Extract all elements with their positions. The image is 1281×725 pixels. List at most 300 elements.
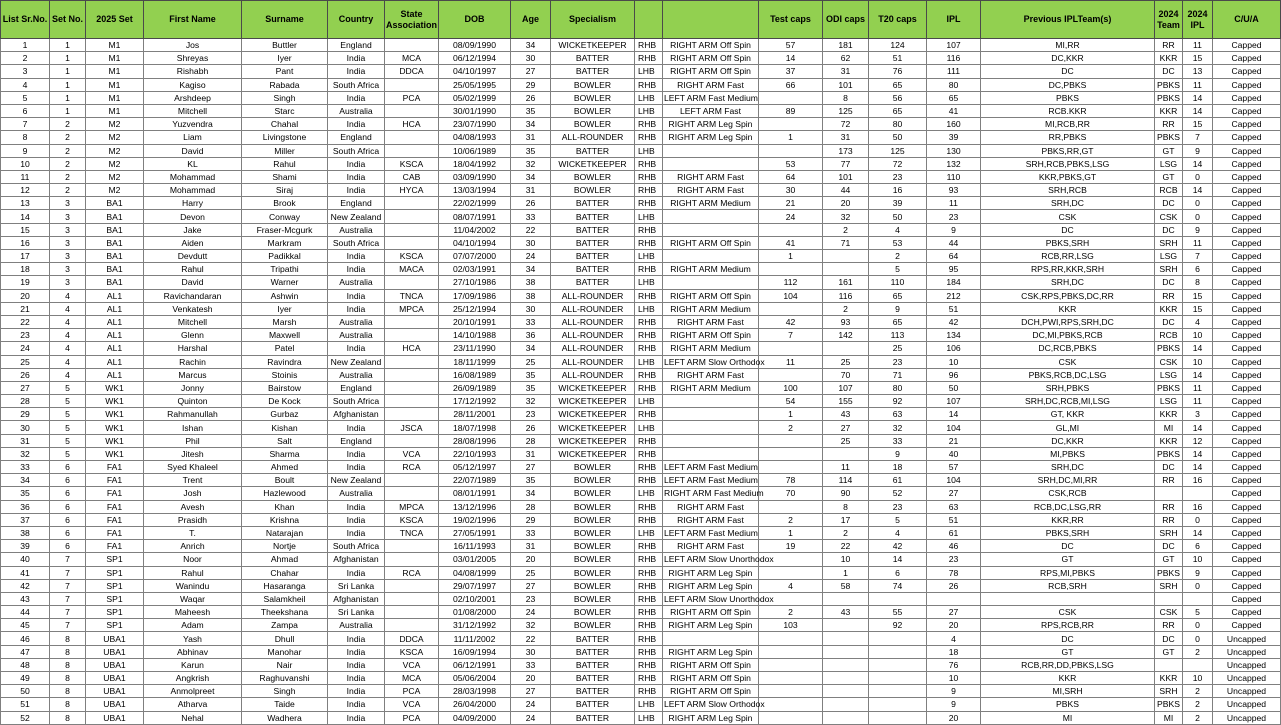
cell-surname[interactable]: Manohar — [242, 645, 328, 658]
cell-ipl-2024[interactable]: 2 — [1183, 645, 1213, 658]
cell-set-2025[interactable]: AL1 — [86, 329, 144, 342]
cell-set-2025[interactable]: BA1 — [86, 276, 144, 289]
cell-state-association[interactable]: RCA — [385, 461, 439, 474]
cell-state-association[interactable] — [385, 592, 439, 605]
cell-country[interactable]: England — [328, 39, 385, 52]
cell-batting-hand[interactable]: RHB — [635, 619, 663, 632]
cell-team-2024[interactable]: GT — [1155, 645, 1183, 658]
cell-previous-ipl-teams[interactable]: GT — [981, 553, 1155, 566]
cell-country[interactable]: India — [328, 289, 385, 302]
cell-state-association[interactable] — [385, 78, 439, 91]
cell-t20-caps[interactable]: 92 — [869, 619, 927, 632]
cell-cua-status[interactable]: Capped — [1213, 553, 1281, 566]
cell-surname[interactable]: Miller — [242, 144, 328, 157]
cell-team-2024[interactable]: CSK — [1155, 210, 1183, 223]
cell-set-no[interactable]: 3 — [50, 197, 86, 210]
cell-age[interactable]: 25 — [511, 355, 551, 368]
cell-first-name[interactable]: Waqar — [144, 592, 242, 605]
cell-set-2025[interactable]: UBA1 — [86, 672, 144, 685]
cell-dob[interactable]: 18/04/1992 — [439, 157, 511, 170]
cell-country[interactable]: Afghanistan — [328, 592, 385, 605]
cell-state-association[interactable] — [385, 434, 439, 447]
column-header-team-2024[interactable]: 2024 Team — [1155, 1, 1183, 39]
cell-previous-ipl-teams[interactable]: GT — [981, 645, 1155, 658]
cell-country[interactable]: India — [328, 513, 385, 526]
cell-sr-no[interactable]: 6 — [1, 104, 50, 117]
cell-ipl-2024[interactable]: 0 — [1183, 579, 1213, 592]
cell-ipl-2024[interactable]: 14 — [1183, 368, 1213, 381]
cell-state-association[interactable]: CAB — [385, 170, 439, 183]
cell-test-caps[interactable] — [759, 144, 823, 157]
cell-specialism[interactable]: WICKETKEEPER — [551, 434, 635, 447]
cell-t20-caps[interactable] — [869, 698, 927, 711]
cell-set-no[interactable]: 2 — [50, 157, 86, 170]
cell-bowling-style[interactable]: RIGHT ARM Leg Spin — [663, 619, 759, 632]
cell-state-association[interactable]: PCA — [385, 91, 439, 104]
cell-test-caps[interactable] — [759, 434, 823, 447]
cell-age[interactable]: 36 — [511, 329, 551, 342]
cell-batting-hand[interactable]: RHB — [635, 289, 663, 302]
cell-dob[interactable]: 04/10/1997 — [439, 65, 511, 78]
cell-test-caps[interactable] — [759, 302, 823, 315]
cell-dob[interactable]: 06/12/1991 — [439, 658, 511, 671]
cell-surname[interactable]: Rabada — [242, 78, 328, 91]
cell-set-2025[interactable]: SP1 — [86, 553, 144, 566]
cell-team-2024[interactable]: RR — [1155, 500, 1183, 513]
cell-odi-caps[interactable]: 44 — [823, 184, 869, 197]
cell-bowling-style[interactable]: RIGHT ARM Medium — [663, 302, 759, 315]
cell-odi-caps[interactable] — [823, 342, 869, 355]
cell-dob[interactable]: 06/12/1994 — [439, 52, 511, 65]
cell-bowling-style[interactable]: RIGHT ARM Fast — [663, 78, 759, 91]
cell-country[interactable]: India — [328, 421, 385, 434]
cell-t20-caps[interactable]: 55 — [869, 606, 927, 619]
cell-batting-hand[interactable]: RHB — [635, 329, 663, 342]
cell-set-no[interactable]: 8 — [50, 658, 86, 671]
cell-set-no[interactable]: 4 — [50, 289, 86, 302]
cell-first-name[interactable]: Jake — [144, 223, 242, 236]
cell-set-2025[interactable]: WK1 — [86, 381, 144, 394]
cell-cua-status[interactable]: Capped — [1213, 263, 1281, 276]
cell-bowling-style[interactable]: RIGHT ARM Off Spin — [663, 65, 759, 78]
cell-specialism[interactable]: ALL-ROUNDER — [551, 342, 635, 355]
cell-t20-caps[interactable] — [869, 711, 927, 724]
cell-state-association[interactable] — [385, 329, 439, 342]
cell-ipl-caps[interactable]: 95 — [927, 263, 981, 276]
cell-specialism[interactable]: BOWLER — [551, 513, 635, 526]
cell-dob[interactable]: 14/10/1988 — [439, 329, 511, 342]
cell-bowling-style[interactable]: LEFT ARM Fast Medium — [664, 462, 758, 473]
cell-surname[interactable]: Fraser-Mcgurk — [242, 223, 328, 236]
cell-state-association[interactable]: HCA — [385, 118, 439, 131]
cell-first-name[interactable]: Trent — [144, 474, 242, 487]
cell-first-name[interactable]: Wanindu — [144, 579, 242, 592]
cell-cua-status[interactable]: Capped — [1213, 355, 1281, 368]
cell-ipl-caps[interactable]: 65 — [927, 91, 981, 104]
cell-specialism[interactable]: BATTER — [551, 645, 635, 658]
cell-surname[interactable]: Gurbaz — [242, 408, 328, 421]
cell-previous-ipl-teams[interactable]: RCB,SRH — [981, 579, 1155, 592]
column-header-ipl-2024[interactable]: 2024 IPL — [1183, 1, 1213, 39]
cell-set-no[interactable]: 3 — [50, 236, 86, 249]
cell-country[interactable]: India — [328, 302, 385, 315]
cell-age[interactable]: 26 — [511, 197, 551, 210]
cell-country[interactable]: New Zealand — [328, 210, 385, 223]
cell-first-name[interactable]: Mitchell — [144, 315, 242, 328]
cell-state-association[interactable]: MPCA — [385, 302, 439, 315]
cell-test-caps[interactable] — [759, 698, 823, 711]
cell-batting-hand[interactable]: RHB — [635, 408, 663, 421]
cell-dob[interactable]: 11/04/2002 — [439, 223, 511, 236]
cell-previous-ipl-teams[interactable]: RCB.KKR — [981, 104, 1155, 117]
cell-surname[interactable]: Nair — [242, 658, 328, 671]
cell-test-caps[interactable]: 24 — [759, 210, 823, 223]
cell-previous-ipl-teams[interactable]: CSK — [981, 210, 1155, 223]
cell-ipl-caps[interactable]: 134 — [927, 329, 981, 342]
cell-sr-no[interactable]: 41 — [1, 566, 50, 579]
cell-bowling-style[interactable] — [663, 632, 759, 645]
cell-odi-caps[interactable]: 20 — [823, 197, 869, 210]
cell-surname[interactable]: Ashwin — [242, 289, 328, 302]
cell-t20-caps[interactable]: 76 — [869, 65, 927, 78]
cell-country[interactable]: England — [328, 381, 385, 394]
cell-dob[interactable]: 20/10/1991 — [439, 315, 511, 328]
cell-first-name[interactable]: Jonny — [144, 381, 242, 394]
cell-dob[interactable]: 19/02/1996 — [439, 513, 511, 526]
cell-previous-ipl-teams[interactable]: KKR,RR — [981, 513, 1155, 526]
cell-surname[interactable]: Siraj — [242, 184, 328, 197]
cell-country[interactable]: South Africa — [328, 78, 385, 91]
cell-test-caps[interactable] — [759, 223, 823, 236]
cell-batting-hand[interactable]: RHB — [635, 685, 663, 698]
cell-first-name[interactable]: Devon — [144, 210, 242, 223]
cell-odi-caps[interactable]: 32 — [823, 210, 869, 223]
cell-cua-status[interactable]: Capped — [1213, 250, 1281, 263]
cell-ipl-2024[interactable]: 0 — [1183, 632, 1213, 645]
cell-previous-ipl-teams[interactable]: CSK,RCB — [981, 487, 1155, 500]
cell-batting-hand[interactable]: RHB — [635, 447, 663, 460]
cell-specialism[interactable]: BOWLER — [551, 78, 635, 91]
cell-surname[interactable]: Pant — [242, 65, 328, 78]
cell-set-no[interactable]: 1 — [50, 78, 86, 91]
cell-dob[interactable]: 08/07/1991 — [439, 210, 511, 223]
cell-ipl-caps[interactable]: 9 — [927, 223, 981, 236]
cell-bowling-style[interactable]: RIGHT ARM Medium — [663, 342, 759, 355]
cell-batting-hand[interactable]: LHB — [635, 91, 663, 104]
cell-bowling-style[interactable] — [663, 157, 759, 170]
cell-surname[interactable]: Taide — [242, 698, 328, 711]
cell-age[interactable]: 34 — [511, 487, 551, 500]
cell-bowling-style[interactable]: LEFT ARM Slow Unorthodox — [664, 554, 774, 565]
cell-batting-hand[interactable]: RHB — [635, 672, 663, 685]
cell-ipl-caps[interactable]: 184 — [927, 276, 981, 289]
cell-country[interactable]: India — [328, 711, 385, 724]
cell-odi-caps[interactable] — [823, 263, 869, 276]
cell-specialism[interactable]: BATTER — [551, 210, 635, 223]
cell-odi-caps[interactable]: 8 — [823, 500, 869, 513]
cell-test-caps[interactable]: 41 — [759, 236, 823, 249]
cell-surname[interactable]: Singh — [242, 91, 328, 104]
cell-ipl-2024[interactable]: 15 — [1183, 52, 1213, 65]
cell-t20-caps[interactable]: 72 — [869, 157, 927, 170]
cell-bowling-style[interactable]: RIGHT ARM Leg Spin — [663, 711, 759, 724]
cell-t20-caps[interactable] — [869, 658, 927, 671]
cell-team-2024[interactable]: SRH — [1155, 579, 1183, 592]
cell-test-caps[interactable]: 2 — [759, 513, 823, 526]
cell-ipl-2024[interactable]: 8 — [1183, 276, 1213, 289]
cell-ipl-2024[interactable] — [1183, 592, 1213, 605]
cell-ipl-caps[interactable]: 9 — [927, 698, 981, 711]
cell-state-association[interactable]: JSCA — [385, 421, 439, 434]
cell-bowling-style[interactable] — [663, 408, 759, 421]
cell-age[interactable]: 33 — [511, 526, 551, 539]
cell-batting-hand[interactable]: RHB — [635, 131, 663, 144]
cell-dob[interactable]: 04/10/1994 — [439, 236, 511, 249]
cell-cua-status[interactable]: Capped — [1213, 526, 1281, 539]
cell-batting-hand[interactable]: RHB — [635, 434, 663, 447]
cell-dob[interactable]: 08/01/1991 — [439, 487, 511, 500]
cell-sr-no[interactable]: 34 — [1, 474, 50, 487]
cell-bowling-style[interactable]: RIGHT ARM Leg Spin — [663, 566, 759, 579]
cell-ipl-2024[interactable]: 0 — [1183, 513, 1213, 526]
cell-cua-status[interactable]: Capped — [1213, 144, 1281, 157]
cell-dob[interactable]: 28/03/1998 — [439, 685, 511, 698]
cell-dob[interactable]: 25/05/1995 — [439, 78, 511, 91]
cell-country[interactable]: South Africa — [328, 395, 385, 408]
cell-odi-caps[interactable]: 77 — [823, 157, 869, 170]
cell-previous-ipl-teams[interactable]: GT, KKR — [981, 408, 1155, 421]
cell-previous-ipl-teams[interactable]: DC — [981, 632, 1155, 645]
cell-age[interactable]: 35 — [511, 381, 551, 394]
cell-set-no[interactable]: 6 — [50, 487, 86, 500]
cell-dob[interactable]: 03/01/2005 — [439, 553, 511, 566]
cell-odi-caps[interactable]: 62 — [823, 52, 869, 65]
cell-set-no[interactable]: 8 — [50, 698, 86, 711]
cell-ipl-caps[interactable]: 110 — [927, 170, 981, 183]
cell-surname[interactable]: Tripathi — [242, 263, 328, 276]
cell-specialism[interactable]: BATTER — [551, 711, 635, 724]
cell-sr-no[interactable]: 39 — [1, 540, 50, 553]
cell-first-name[interactable]: Harry — [144, 197, 242, 210]
cell-ipl-2024[interactable]: 10 — [1183, 355, 1213, 368]
cell-country[interactable]: Australia — [328, 315, 385, 328]
cell-set-2025[interactable]: M2 — [86, 144, 144, 157]
cell-test-caps[interactable]: 57 — [759, 39, 823, 52]
cell-cua-status[interactable]: Capped — [1213, 210, 1281, 223]
cell-cua-status[interactable]: Capped — [1213, 289, 1281, 302]
cell-country[interactable]: India — [328, 461, 385, 474]
cell-state-association[interactable]: KSCA — [385, 250, 439, 263]
cell-t20-caps[interactable]: 9 — [869, 302, 927, 315]
cell-bowling-style[interactable]: RIGHT ARM Off Spin — [663, 685, 759, 698]
cell-set-2025[interactable]: M2 — [86, 118, 144, 131]
cell-cua-status[interactable]: Capped — [1213, 368, 1281, 381]
cell-set-no[interactable]: 7 — [50, 606, 86, 619]
cell-previous-ipl-teams[interactable]: DC,KKR — [981, 434, 1155, 447]
cell-odi-caps[interactable]: 22 — [823, 540, 869, 553]
cell-previous-ipl-teams[interactable]: SRH,PBKS — [981, 381, 1155, 394]
cell-surname[interactable]: Maxwell — [242, 329, 328, 342]
cell-team-2024[interactable]: GT — [1155, 553, 1183, 566]
cell-test-caps[interactable] — [759, 447, 823, 460]
cell-ipl-2024[interactable]: 10 — [1183, 553, 1213, 566]
cell-odi-caps[interactable]: 43 — [823, 606, 869, 619]
cell-cua-status[interactable]: Capped — [1213, 579, 1281, 592]
cell-ipl-caps[interactable]: 96 — [927, 368, 981, 381]
cell-ipl-2024[interactable]: 2 — [1183, 685, 1213, 698]
cell-t20-caps[interactable]: 23 — [869, 355, 927, 368]
cell-batting-hand[interactable]: RHB — [635, 118, 663, 131]
cell-age[interactable]: 27 — [511, 579, 551, 592]
cell-t20-caps[interactable]: 18 — [869, 461, 927, 474]
cell-country[interactable]: India — [328, 672, 385, 685]
cell-batting-hand[interactable]: LHB — [635, 421, 663, 434]
cell-odi-caps[interactable]: 173 — [823, 144, 869, 157]
cell-test-caps[interactable]: 1 — [759, 408, 823, 421]
cell-set-no[interactable]: 7 — [50, 592, 86, 605]
cell-team-2024[interactable]: DC — [1155, 315, 1183, 328]
cell-surname[interactable]: Hazlewood — [242, 487, 328, 500]
cell-ipl-caps[interactable]: 78 — [927, 566, 981, 579]
cell-test-caps[interactable] — [759, 566, 823, 579]
cell-set-no[interactable]: 3 — [50, 276, 86, 289]
cell-previous-ipl-teams[interactable]: MI,PBKS — [981, 447, 1155, 460]
cell-set-no[interactable]: 5 — [50, 381, 86, 394]
cell-sr-no[interactable]: 13 — [1, 197, 50, 210]
cell-age[interactable]: 23 — [511, 592, 551, 605]
cell-bowling-style[interactable] — [663, 276, 759, 289]
cell-bowling-style[interactable]: RIGHT ARM Off Spin — [663, 606, 759, 619]
cell-odi-caps[interactable]: 2 — [823, 223, 869, 236]
cell-age[interactable]: 30 — [511, 52, 551, 65]
cell-state-association[interactable] — [385, 276, 439, 289]
cell-test-caps[interactable]: 112 — [759, 276, 823, 289]
cell-test-caps[interactable] — [759, 711, 823, 724]
cell-t20-caps[interactable]: 63 — [869, 408, 927, 421]
cell-age[interactable]: 20 — [511, 553, 551, 566]
cell-state-association[interactable]: RCA — [385, 566, 439, 579]
cell-sr-no[interactable]: 18 — [1, 263, 50, 276]
cell-age[interactable]: 34 — [511, 118, 551, 131]
cell-specialism[interactable]: BATTER — [551, 658, 635, 671]
cell-bowling-style[interactable]: RIGHT ARM Off Spin — [663, 236, 759, 249]
cell-specialism[interactable]: ALL-ROUNDER — [551, 329, 635, 342]
cell-set-no[interactable]: 2 — [50, 170, 86, 183]
cell-ipl-2024[interactable]: 11 — [1183, 395, 1213, 408]
cell-ipl-caps[interactable]: 64 — [927, 250, 981, 263]
cell-cua-status[interactable]: Capped — [1213, 606, 1281, 619]
cell-specialism[interactable]: WICKETKEEPER — [551, 39, 635, 52]
cell-ipl-2024[interactable]: 11 — [1183, 78, 1213, 91]
cell-team-2024[interactable]: KKR — [1155, 52, 1183, 65]
cell-team-2024[interactable]: DC — [1155, 632, 1183, 645]
cell-set-no[interactable]: 1 — [50, 104, 86, 117]
cell-team-2024[interactable]: MI — [1155, 421, 1183, 434]
cell-sr-no[interactable]: 11 — [1, 170, 50, 183]
cell-bowling-style[interactable]: RIGHT ARM Off Spin — [663, 52, 759, 65]
cell-set-2025[interactable]: M2 — [86, 170, 144, 183]
cell-first-name[interactable]: Harshal — [144, 342, 242, 355]
cell-ipl-2024[interactable]: 11 — [1183, 39, 1213, 52]
cell-batting-hand[interactable]: RHB — [635, 592, 663, 605]
cell-bowling-style[interactable]: RIGHT ARM Fast — [663, 184, 759, 197]
cell-test-caps[interactable]: 70 — [759, 487, 823, 500]
cell-bowling-style[interactable] — [663, 447, 759, 460]
cell-bowling-style[interactable] — [663, 210, 759, 223]
cell-set-no[interactable]: 6 — [50, 461, 86, 474]
cell-t20-caps[interactable]: 124 — [869, 39, 927, 52]
cell-state-association[interactable] — [385, 606, 439, 619]
cell-t20-caps[interactable]: 80 — [869, 118, 927, 131]
cell-cua-status[interactable]: Capped — [1213, 619, 1281, 632]
cell-country[interactable]: Australia — [328, 368, 385, 381]
cell-odi-caps[interactable] — [823, 672, 869, 685]
cell-set-2025[interactable]: AL1 — [86, 302, 144, 315]
cell-set-2025[interactable]: M2 — [86, 131, 144, 144]
cell-previous-ipl-teams[interactable]: PBKS,RR,GT — [981, 144, 1155, 157]
cell-state-association[interactable]: DDCA — [385, 632, 439, 645]
cell-batting-hand[interactable]: LHB — [635, 711, 663, 724]
cell-bowling-style[interactable]: RIGHT ARM Fast — [663, 540, 759, 553]
cell-batting-hand[interactable]: RHB — [635, 461, 663, 474]
cell-cua-status[interactable]: Uncapped — [1213, 685, 1281, 698]
cell-ipl-caps[interactable]: 18 — [927, 645, 981, 658]
cell-set-2025[interactable]: BA1 — [86, 250, 144, 263]
cell-cua-status[interactable]: Capped — [1213, 184, 1281, 197]
cell-surname[interactable]: Bairstow — [242, 381, 328, 394]
cell-batting-hand[interactable]: RHB — [635, 368, 663, 381]
cell-previous-ipl-teams[interactable]: SRH,DC — [981, 197, 1155, 210]
cell-state-association[interactable] — [385, 131, 439, 144]
cell-specialism[interactable]: BOWLER — [551, 461, 635, 474]
cell-batting-hand[interactable]: LHB — [635, 144, 663, 157]
cell-odi-caps[interactable]: 31 — [823, 65, 869, 78]
cell-set-no[interactable]: 8 — [50, 632, 86, 645]
cell-surname[interactable]: Starc — [242, 104, 328, 117]
cell-surname[interactable]: Ravindra — [242, 355, 328, 368]
cell-specialism[interactable]: BATTER — [551, 65, 635, 78]
cell-ipl-caps[interactable]: 212 — [927, 289, 981, 302]
cell-set-2025[interactable]: FA1 — [86, 540, 144, 553]
cell-test-caps[interactable]: 42 — [759, 315, 823, 328]
cell-age[interactable]: 34 — [511, 170, 551, 183]
cell-test-caps[interactable] — [759, 500, 823, 513]
cell-sr-no[interactable]: 29 — [1, 408, 50, 421]
cell-sr-no[interactable]: 40 — [1, 553, 50, 566]
cell-odi-caps[interactable] — [823, 685, 869, 698]
cell-country[interactable]: India — [328, 685, 385, 698]
cell-ipl-caps[interactable]: 61 — [927, 526, 981, 539]
cell-dob[interactable]: 04/08/1999 — [439, 566, 511, 579]
cell-set-no[interactable]: 6 — [50, 513, 86, 526]
cell-bowling-style[interactable]: RIGHT ARM Off Spin — [663, 39, 759, 52]
cell-previous-ipl-teams[interactable]: RCB,RR,DD,PBKS,LSG — [981, 658, 1155, 671]
cell-set-2025[interactable]: M1 — [86, 39, 144, 52]
cell-set-no[interactable]: 5 — [50, 447, 86, 460]
cell-state-association[interactable]: TNCA — [385, 526, 439, 539]
cell-ipl-caps[interactable]: 42 — [927, 315, 981, 328]
cell-test-caps[interactable]: 78 — [759, 474, 823, 487]
column-header-ipl-caps[interactable]: IPL — [927, 1, 981, 39]
cell-age[interactable]: 34 — [511, 263, 551, 276]
cell-specialism[interactable]: WICKETKEEPER — [551, 447, 635, 460]
cell-age[interactable]: 24 — [511, 606, 551, 619]
cell-dob[interactable]: 31/12/1992 — [439, 619, 511, 632]
cell-first-name[interactable]: Jitesh — [144, 447, 242, 460]
cell-previous-ipl-teams[interactable]: SRH,RCB,PBKS,LSG — [981, 157, 1155, 170]
cell-specialism[interactable]: BOWLER — [551, 540, 635, 553]
cell-set-2025[interactable]: M2 — [86, 157, 144, 170]
